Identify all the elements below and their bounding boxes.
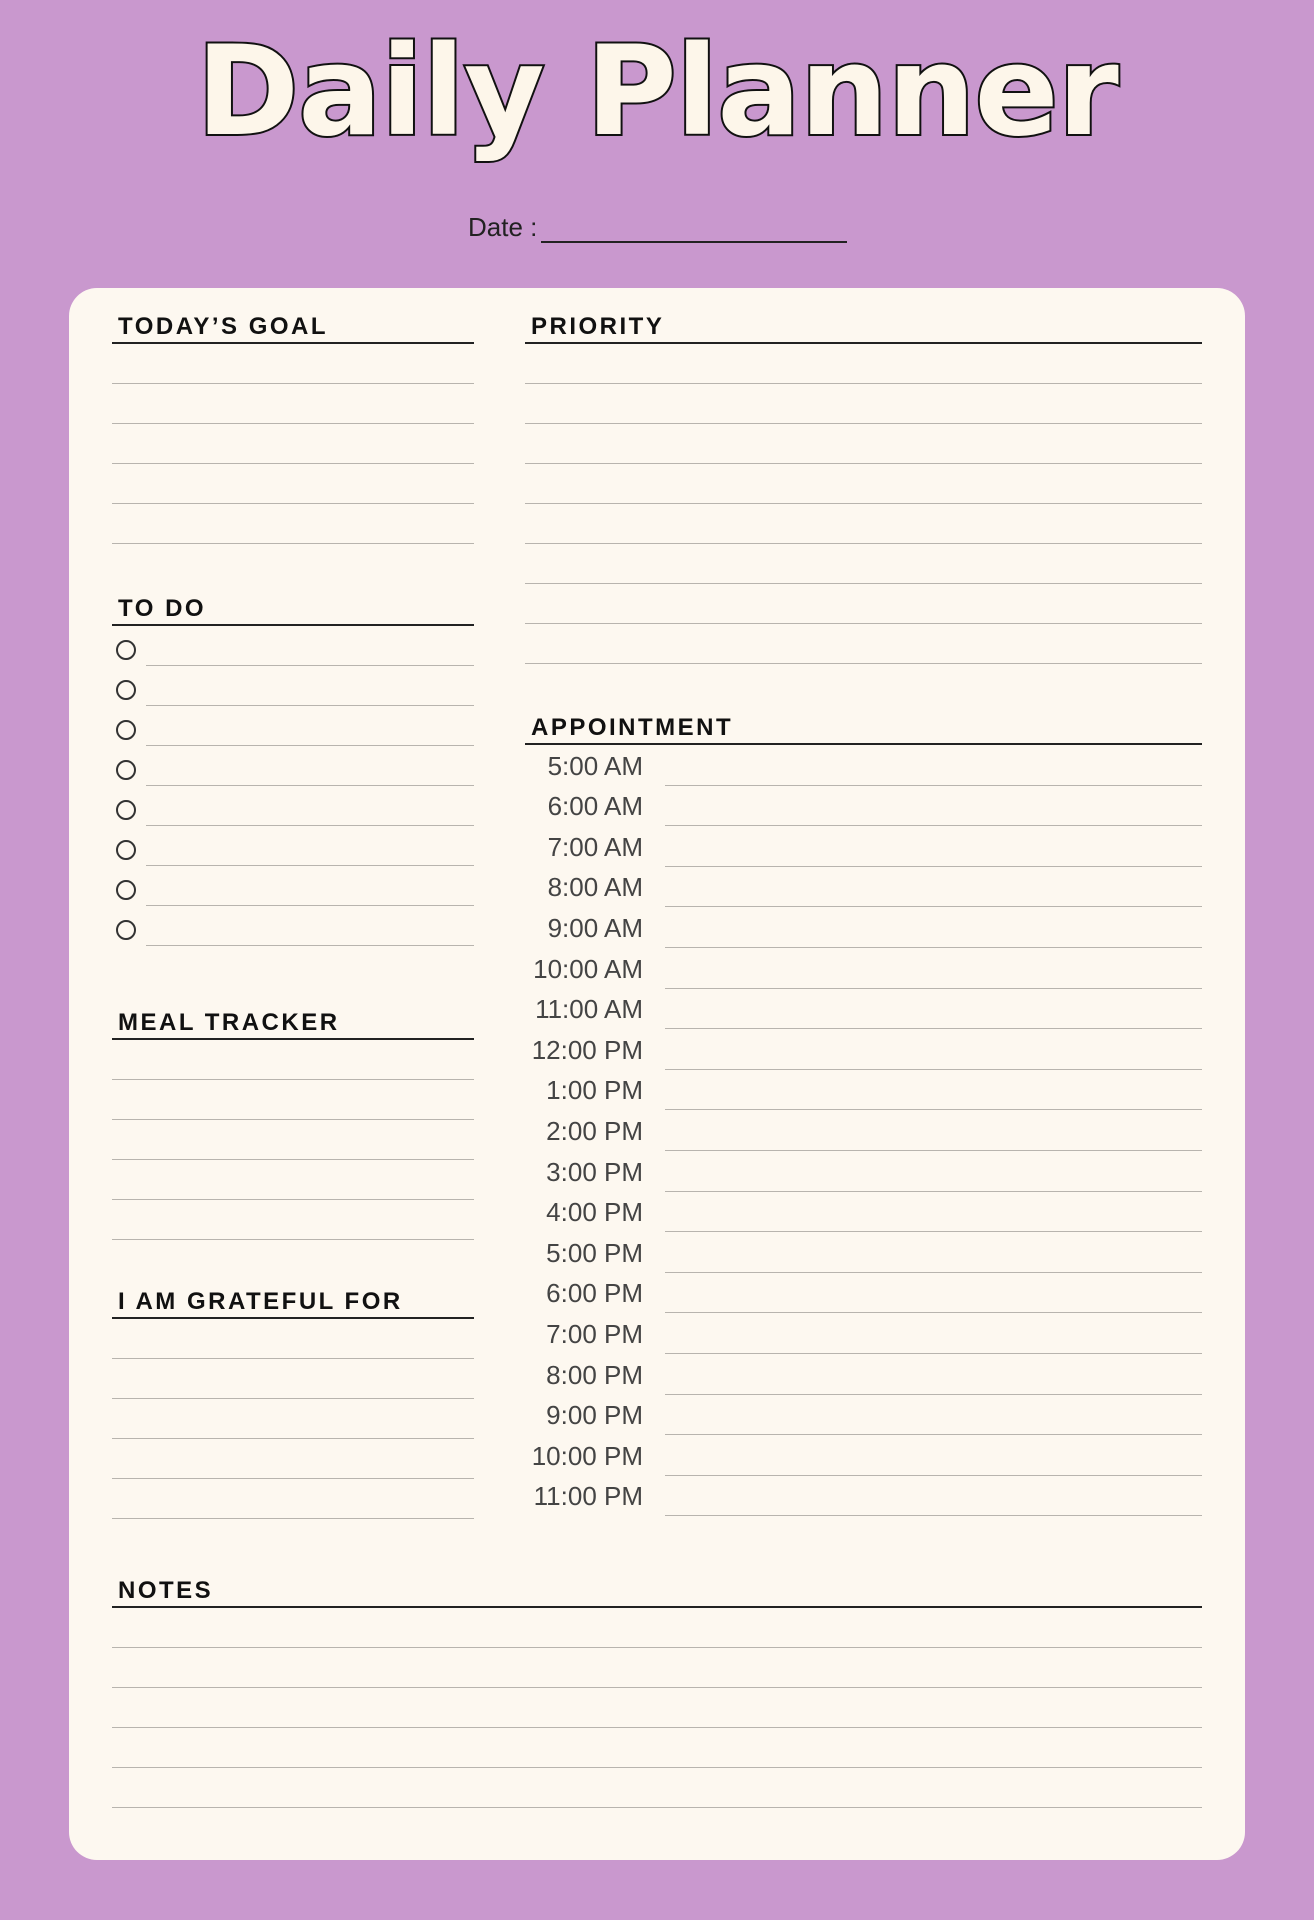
writing-line[interactable] xyxy=(525,504,1202,544)
writing-line[interactable] xyxy=(112,1040,474,1080)
todo-item xyxy=(112,626,474,666)
appointment-title: APPOINTMENT xyxy=(525,711,1202,745)
todo-checkbox[interactable] xyxy=(116,640,136,660)
appointment-row xyxy=(525,948,1202,989)
appointment-line[interactable] xyxy=(665,1030,1202,1070)
writing-line[interactable] xyxy=(112,344,474,384)
appointment-row xyxy=(525,1029,1202,1070)
todo-line[interactable] xyxy=(146,866,474,906)
appointment-time: 8:00 AM xyxy=(547,872,643,903)
todo-item xyxy=(112,906,474,946)
appointment-time: 5:00 PM xyxy=(546,1237,643,1268)
appointment-time: 11:00 AM xyxy=(535,994,643,1025)
appointment-time: 5:00 AM xyxy=(547,750,643,781)
appointment-row xyxy=(525,1192,1202,1233)
appointment-line[interactable] xyxy=(665,1355,1202,1395)
meal-tracker-lines[interactable] xyxy=(112,1040,474,1240)
appointment-time: 10:00 PM xyxy=(531,1440,643,1471)
writing-line[interactable] xyxy=(112,384,474,424)
writing-line[interactable] xyxy=(112,1439,474,1479)
todays-goal-lines[interactable] xyxy=(112,344,474,544)
writing-line[interactable] xyxy=(525,344,1202,384)
todo-item xyxy=(112,866,474,906)
meal-tracker-title: MEAL TRACKER xyxy=(112,1006,474,1040)
appointment-line[interactable] xyxy=(665,867,1202,907)
todo-line[interactable] xyxy=(146,746,474,786)
appointment-time: 8:00 PM xyxy=(546,1359,643,1390)
appointment-section xyxy=(525,711,1202,1516)
priority-lines[interactable] xyxy=(525,344,1202,664)
appointment-time: 11:00 PM xyxy=(533,1481,643,1512)
writing-line[interactable] xyxy=(112,1648,1202,1688)
todo-item xyxy=(112,786,474,826)
todo-line[interactable] xyxy=(146,706,474,746)
notes-section xyxy=(112,1574,1202,1808)
appointment-line[interactable] xyxy=(665,1192,1202,1232)
appointment-row xyxy=(525,1070,1202,1111)
meal-tracker-section xyxy=(112,1006,474,1240)
writing-line[interactable] xyxy=(112,464,474,504)
notes-title: NOTES xyxy=(112,1574,1202,1608)
appointment-row xyxy=(525,1395,1202,1436)
writing-line[interactable] xyxy=(112,1688,1202,1728)
todo-checkbox[interactable] xyxy=(116,840,136,860)
appointment-row xyxy=(525,989,1202,1030)
appointment-time: 9:00 AM xyxy=(547,912,643,943)
appointment-time: 3:00 PM xyxy=(546,1156,643,1187)
appointment-line[interactable] xyxy=(665,1152,1202,1192)
appointment-line[interactable] xyxy=(665,786,1202,826)
todo-item xyxy=(112,746,474,786)
appointment-row xyxy=(525,907,1202,948)
appointment-row xyxy=(525,826,1202,867)
todo-list xyxy=(112,626,474,946)
appointment-row xyxy=(525,1151,1202,1192)
writing-line[interactable] xyxy=(112,1319,474,1359)
todo-checkbox[interactable] xyxy=(116,800,136,820)
appointment-line[interactable] xyxy=(665,1436,1202,1476)
todo-item xyxy=(112,706,474,746)
appointment-time: 6:00 PM xyxy=(546,1278,643,1309)
grateful-title: I AM GRATEFUL FOR xyxy=(112,1285,474,1319)
appointment-time: 7:00 AM xyxy=(547,831,643,862)
appointment-line[interactable] xyxy=(665,1273,1202,1313)
writing-line[interactable] xyxy=(112,1479,474,1519)
todo-checkbox[interactable] xyxy=(116,720,136,740)
todo-line[interactable] xyxy=(146,786,474,826)
appointment-time: 2:00 PM xyxy=(546,1115,643,1146)
todo-checkbox[interactable] xyxy=(116,880,136,900)
todo-line[interactable] xyxy=(146,826,474,866)
date-row xyxy=(468,212,847,243)
appointment-line[interactable] xyxy=(665,1233,1202,1273)
appointment-line[interactable] xyxy=(665,1070,1202,1110)
appointment-time: 10:00 AM xyxy=(533,953,643,984)
writing-line[interactable] xyxy=(112,424,474,464)
writing-line[interactable] xyxy=(112,1728,1202,1768)
priority-section xyxy=(525,310,1202,664)
appointment-time: 6:00 AM xyxy=(547,791,643,822)
appointment-time: 12:00 PM xyxy=(531,1034,643,1065)
writing-line[interactable] xyxy=(112,1120,474,1160)
appointment-line[interactable] xyxy=(665,1395,1202,1435)
writing-line[interactable] xyxy=(112,1200,474,1240)
date-input-line[interactable] xyxy=(541,213,847,243)
appointment-row xyxy=(525,867,1202,908)
writing-line[interactable] xyxy=(112,1608,1202,1648)
writing-line[interactable] xyxy=(525,464,1202,504)
todo-item xyxy=(112,826,474,866)
writing-line[interactable] xyxy=(112,1080,474,1120)
appointment-row xyxy=(525,1435,1202,1476)
appointment-time: 7:00 PM xyxy=(546,1318,643,1349)
writing-line[interactable] xyxy=(112,1160,474,1200)
appointment-row xyxy=(525,1313,1202,1354)
page-title: Daily Planner xyxy=(196,20,1118,164)
appointment-row xyxy=(525,786,1202,827)
date-label: Date : xyxy=(468,212,538,242)
grateful-lines[interactable] xyxy=(112,1319,474,1519)
writing-line[interactable] xyxy=(525,544,1202,584)
appointment-line[interactable] xyxy=(665,908,1202,948)
appointment-row xyxy=(525,1232,1202,1273)
todo-checkbox[interactable] xyxy=(116,760,136,780)
planner-card xyxy=(69,288,1245,1860)
writing-line[interactable] xyxy=(525,584,1202,624)
appointment-line[interactable] xyxy=(665,1476,1202,1516)
todo-checkbox[interactable] xyxy=(116,920,136,940)
todo-line[interactable] xyxy=(146,666,474,706)
priority-title: PRIORITY xyxy=(525,310,1202,344)
appointment-row xyxy=(525,1354,1202,1395)
appointment-row xyxy=(525,1273,1202,1314)
appointment-time: 1:00 PM xyxy=(546,1075,643,1106)
todo-section xyxy=(112,592,474,946)
appointment-row xyxy=(525,1476,1202,1517)
appointment-time: 4:00 PM xyxy=(546,1197,643,1228)
todays-goal-section xyxy=(112,310,474,544)
todays-goal-title: TODAY’S GOAL xyxy=(112,310,474,344)
writing-line[interactable] xyxy=(112,1359,474,1399)
appointment-line[interactable] xyxy=(665,746,1202,786)
appointment-time: 9:00 PM xyxy=(546,1400,643,1431)
appointment-line[interactable] xyxy=(665,1314,1202,1354)
writing-line[interactable] xyxy=(525,384,1202,424)
appointment-row xyxy=(525,1110,1202,1151)
appointment-list xyxy=(525,745,1202,1516)
writing-line[interactable] xyxy=(525,424,1202,464)
todo-line[interactable] xyxy=(146,626,474,666)
grateful-section xyxy=(112,1285,474,1519)
writing-line[interactable] xyxy=(525,624,1202,664)
writing-line[interactable] xyxy=(112,504,474,544)
notes-lines[interactable] xyxy=(112,1608,1202,1808)
todo-checkbox[interactable] xyxy=(116,680,136,700)
writing-line[interactable] xyxy=(112,1768,1202,1808)
appointment-line[interactable] xyxy=(665,949,1202,989)
appointment-line[interactable] xyxy=(665,989,1202,1029)
todo-item xyxy=(112,666,474,706)
todo-title: TO DO xyxy=(112,592,474,626)
todo-line[interactable] xyxy=(146,906,474,946)
appointment-line[interactable] xyxy=(665,1111,1202,1151)
writing-line[interactable] xyxy=(112,1399,474,1439)
appointment-row xyxy=(525,745,1202,786)
appointment-line[interactable] xyxy=(665,827,1202,867)
